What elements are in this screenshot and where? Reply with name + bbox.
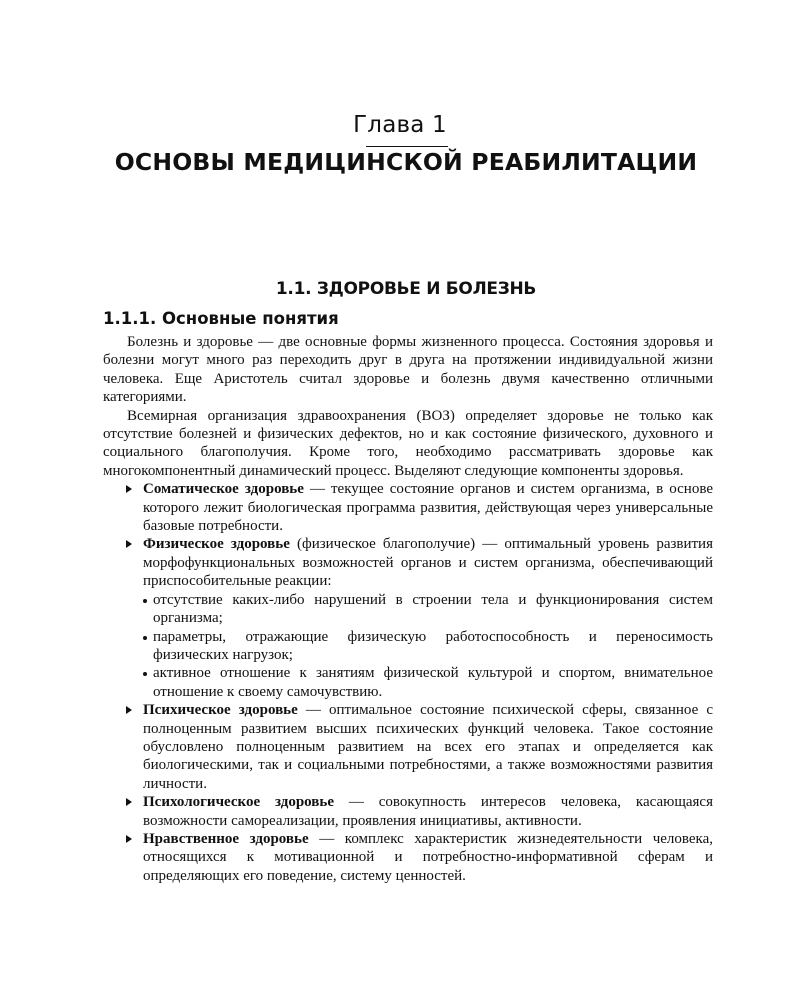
triangle-bullet-icon xyxy=(126,835,132,843)
list-item xyxy=(103,535,713,701)
triangle-bullet-icon xyxy=(126,798,132,806)
sub-item-text: параметры, отражающие физическую работоспособность и переносимость физических нагрузок; xyxy=(153,628,713,663)
definition: — текущее состояние органов и систем организма, в основе которого лежит биологическая программа развития, действующая через универсальные базовые потребности. xyxy=(143,481,713,535)
triangle-bullet-icon xyxy=(126,706,132,714)
list-item xyxy=(103,830,713,885)
components-list xyxy=(103,480,713,885)
definition: — оптимальное состояние психической сферы, связанное с полноценным развитием высших психических функций человека. Такое состояние обусловлено полноценным развитием на всех его этапах и определяется как биологическими, так и социальными потребностями, а также возможностями развития личности. xyxy=(143,702,713,792)
term: Нравственное здоровье xyxy=(143,830,309,847)
paragraph: Всемирная организация здравоохранения (ВОЗ) определяет здоровье не только как отсутствие болезней и физических дефектов, но и как состояние физического, духовного и социального благополучия. Кроме того, необходимо рассматривать здоровье как многокомпонентный динамический процесс. Выделяют следующие компоненты здоровья. xyxy=(103,407,713,479)
sub-list-item xyxy=(143,664,713,701)
definition: (физическое благополучие) — оптимальный уровень развития морфофункциональных возможностей органов и систем организма, обеспечивающий приспособительные реакции: xyxy=(143,536,713,590)
chapter-title: ОСНОВЫ МЕДИЦИНСКОЙ РЕАБИЛИТАЦИИ xyxy=(114,148,698,176)
chapter-underline xyxy=(366,146,448,147)
section-title: 1.1. ЗДОРОВЬЕ И БОЛЕЗНЬ xyxy=(275,279,537,299)
term: Психологическое здоровье xyxy=(143,794,335,811)
term: Физическое здоровье xyxy=(143,536,290,553)
term: Психическое здоровье xyxy=(143,702,298,719)
body-text xyxy=(103,333,713,885)
triangle-bullet-icon xyxy=(126,485,132,493)
sub-item-text: активное отношение к занятиям физической культурой и спортом, внимательное отношение к своему самочувствию. xyxy=(153,665,713,700)
paragraph: Болезнь и здоровье — две основные формы жизненного процесса. Состояния здоровья и болезни могут много раз переходить друг в друга на протяжении индивидуальной жизни человека. Еще Аристотель считал здоровье и болезнь двумя качественно отличными категориями. xyxy=(103,334,713,406)
definition: — совокупность интересов человека, касающаяся возможности самореализации, проявления инициативы, активности. xyxy=(143,794,713,829)
sub-list-item xyxy=(143,628,713,665)
sub-item-text: отсутствие каких-либо нарушений в строении тела и функционирования систем организма; xyxy=(153,591,713,627)
list-item xyxy=(103,480,713,535)
dot-bullet-icon xyxy=(143,636,147,640)
dot-bullet-icon xyxy=(143,599,147,603)
term: Соматическое здоровье xyxy=(143,481,304,498)
definition: — комплекс характеристик жизнедеятельности человека, относящихся к мотивационной и потребностно-информативной сферам и определяющих его поведение, систему ценностей. xyxy=(143,830,713,884)
list-item xyxy=(103,793,713,830)
list-item xyxy=(103,701,713,793)
triangle-bullet-icon xyxy=(126,540,132,548)
sub-list xyxy=(143,591,713,701)
chapter-label: Глава 1 xyxy=(353,112,447,138)
dot-bullet-icon xyxy=(143,672,147,676)
sub-list-item xyxy=(143,591,713,628)
subsection-title: 1.1.1. Основные понятия xyxy=(103,309,339,328)
